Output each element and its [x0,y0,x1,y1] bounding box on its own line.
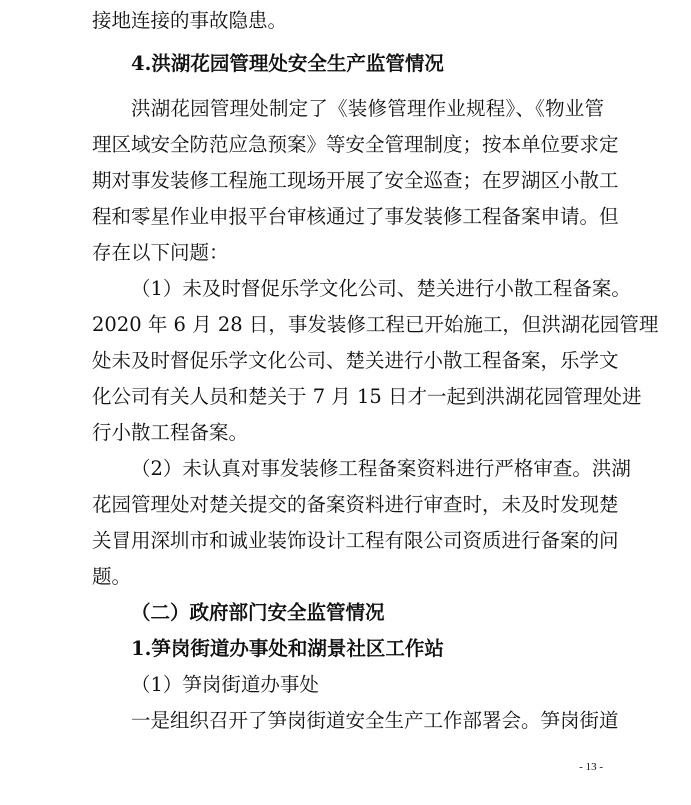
paragraph-line: 洪湖花园管理处制定了《装修管理作业规程》、《物业管 [131,97,604,120]
paragraph-line: 接地连接的事故隐患。 [92,9,288,32]
paragraph-line: 处未及时督促乐学文化公司、楚关进行小散工程备案，乐学文 [92,349,619,372]
paragraph-line: 程和零星作业申报平台审核通过了事发装修工程备案申请。但 [92,205,619,228]
paragraph-line: 存在以下问题： [92,241,229,264]
list-item-heading: （2）未认真对事发装修工程备案资料进行严格审查。洪湖 [131,457,631,480]
paragraph-line: 化公司有关人员和楚关于 7 月 15 日才一起到洪湖花园管理处进 [92,385,642,408]
paragraph-line: 花园管理处对楚关提交的备案资料进行审查时，未及时发现楚 [92,493,619,516]
list-item-heading: （1）未及时督促乐学文化公司、楚关进行小散工程备案。 [131,277,631,300]
section-heading: 4.洪湖花园管理处安全生产监管情况 [131,52,444,75]
subsection-heading: 1.笋岗街道办事处和湖景社区工作站 [131,637,444,660]
list-item-heading: （1）笋岗街道办事处 [131,673,319,696]
paragraph-line: 期对事发装修工程施工现场开展了安全巡查；在罗湖区小散工 [92,169,619,192]
section-heading: （二）政府部门安全监管情况 [131,601,385,624]
paragraph-line: 题。 [92,565,132,588]
paragraph-line: 理区域安全防范应急预案》等安全管理制度；按本单位要求定 [92,133,619,156]
paragraph-line: 一是组织召开了笋岗街道安全生产工作部署会。笋岗街道 [131,709,619,732]
page-number: - 13 - [579,761,603,773]
paragraph-line: 关冒用深圳市和诚业装饰设计工程有限公司资质进行备案的问 [92,529,619,552]
paragraph-line: 2020 年 6 月 28 日，事发装修工程已开始施工，但洪湖花园管理 [92,313,659,336]
paragraph-line: 行小散工程备案。 [92,421,249,444]
